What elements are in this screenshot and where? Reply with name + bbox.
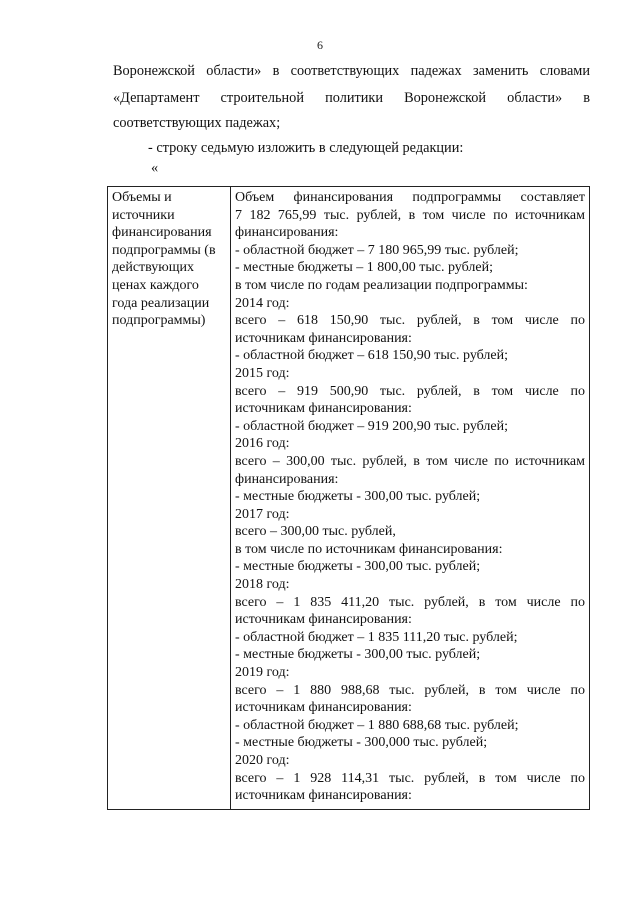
left-cell-text	[112, 189, 226, 330]
left-cell-line: года реализации	[112, 295, 210, 311]
left-cell-line: действующих	[112, 260, 195, 276]
right-cell-line: 2016 год:	[235, 436, 290, 452]
left-cell-line: Объемы и	[112, 190, 172, 205]
left-cell-line: подпрограммы)	[112, 313, 206, 329]
intro-line-2: «Департамент строительной политики Воронежской области» в	[113, 90, 590, 106]
right-cell-line: - областной бюджет – 919 200,90 тыс. рублей;	[235, 418, 508, 434]
right-cell-line: источникам финансирования:	[235, 700, 412, 716]
right-cell-line: всего – 1 928 114,31 тыс. рублей, в том числе по	[235, 770, 585, 786]
right-cell-line: 2020 год:	[235, 753, 290, 768]
right-cell-line: 2014 год:	[235, 295, 290, 311]
right-cell-line: 7 182 765,99 тыс. рублей, в том числе по источникам	[235, 207, 585, 223]
right-cell-line: 2017 год:	[235, 506, 290, 522]
right-cell-line: 2015 год:	[235, 365, 290, 381]
right-cell-line: всего – 1 880 988,68 тыс. рублей, в том числе по	[235, 682, 585, 698]
right-cell-line: всего – 618 150,90 тыс. рублей, в том числе по	[235, 313, 585, 329]
right-cell-line: источникам финансирования:	[235, 401, 412, 417]
right-cell-line: - местные бюджеты – 1 800,00 тыс. рублей;	[235, 260, 493, 276]
right-cell-line: источникам финансирования:	[235, 788, 412, 804]
right-cell-line: в том числе по годам реализации подпрограммы:	[235, 277, 528, 293]
table-left-cell	[108, 187, 231, 810]
right-cell-line: источникам финансирования:	[235, 330, 412, 346]
right-cell-text	[235, 189, 585, 805]
right-cell-line: всего – 919 500,90 тыс. рублей, в том числе по	[235, 383, 585, 399]
right-cell-line: всего – 1 835 411,20 тыс. рублей, в том числе по	[235, 594, 585, 610]
right-cell-line: - областной бюджет – 618 150,90 тыс. рублей;	[235, 348, 508, 364]
right-cell-line: - местные бюджеты - 300,000 тыс. рублей;	[235, 735, 488, 751]
financing-table	[107, 186, 590, 810]
right-cell-line: финансирования:	[235, 225, 339, 241]
right-cell-line: - местные бюджеты - 300,00 тыс. рублей;	[235, 559, 481, 575]
right-cell-line: в том числе по источникам финансирования:	[235, 541, 503, 557]
page-number: 6	[317, 38, 323, 52]
right-cell-line: - местные бюджеты - 300,00 тыс. рублей;	[235, 489, 481, 505]
table-row	[108, 187, 590, 810]
right-cell-line: Объем финансирования подпрограммы составляет	[235, 190, 585, 205]
right-cell-line: всего – 300,00 тыс. рублей, в том числе по источникам	[235, 453, 585, 469]
instruction-line: - строку седьмую изложить в следующей редакции:	[148, 140, 464, 156]
intro-line-1: Воронежской области» в соответствующих падежах заменить словами	[113, 63, 590, 79]
left-cell-line: источники	[112, 207, 175, 223]
right-cell-line: 2018 год:	[235, 577, 290, 593]
intro-line-3: соответствующих падежах;	[113, 115, 281, 131]
open-quote: «	[151, 160, 159, 176]
right-cell-line: всего – 300,00 тыс. рублей,	[235, 524, 396, 540]
right-cell-line: - областной бюджет – 1 880 688,68 тыс. рублей;	[235, 717, 519, 733]
left-cell-line: ценах каждого	[112, 277, 199, 293]
table-right-cell	[231, 187, 590, 810]
right-cell-line: - областной бюджет – 1 835 111,20 тыс. рублей;	[235, 629, 518, 645]
right-cell-line: - местные бюджеты - 300,00 тыс. рублей;	[235, 647, 481, 663]
right-cell-line: - областной бюджет – 7 180 965,99 тыс. рублей;	[235, 242, 519, 258]
left-cell-line: финансирования	[112, 225, 212, 241]
right-cell-line: 2019 год:	[235, 665, 290, 681]
right-cell-line: источникам финансирования:	[235, 612, 412, 628]
right-cell-line: финансирования:	[235, 471, 339, 487]
left-cell-line: подпрограммы (в	[112, 242, 216, 258]
